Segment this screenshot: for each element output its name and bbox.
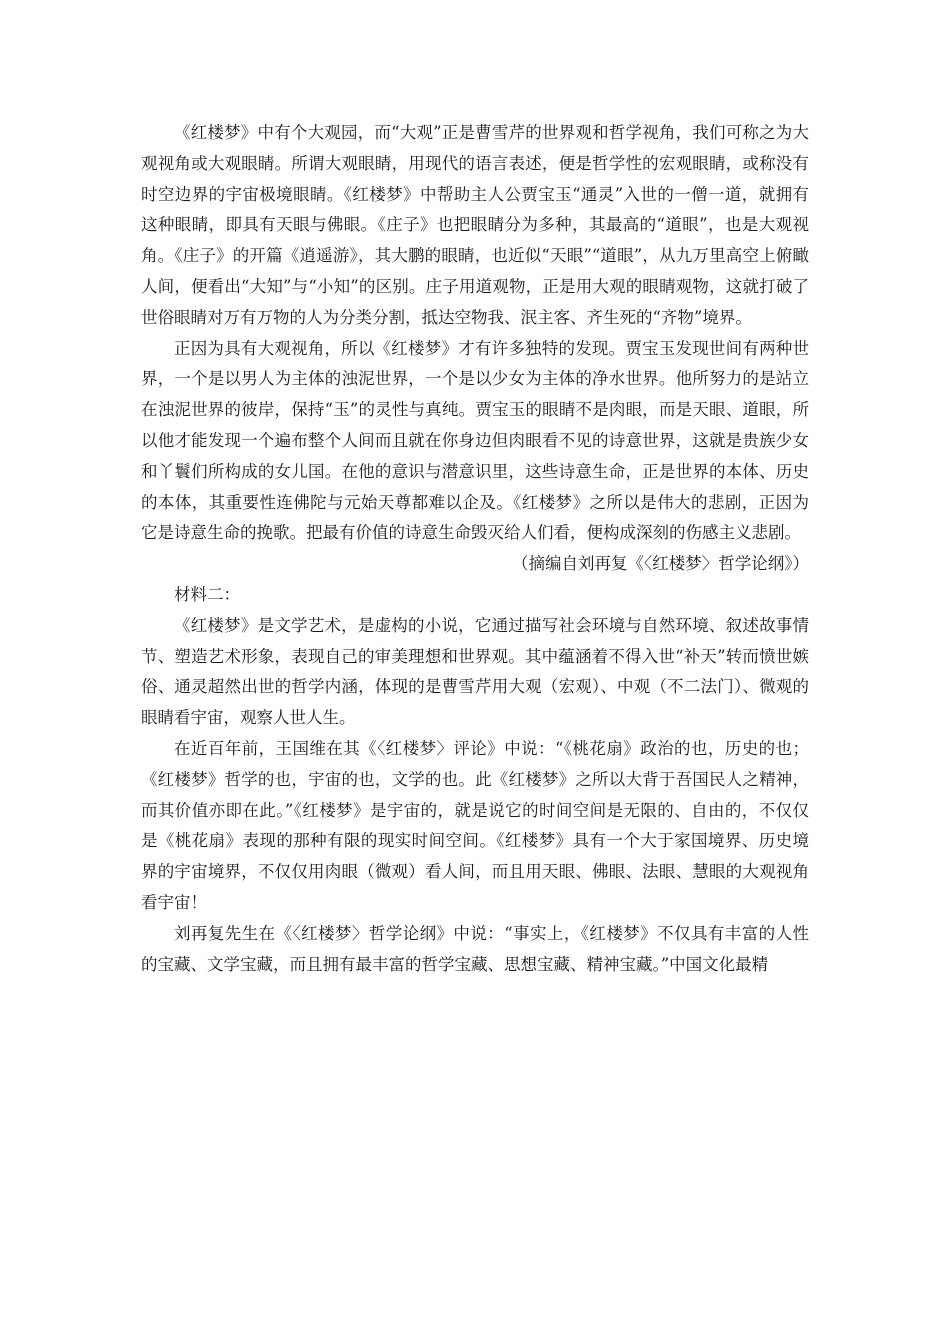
paragraph-liu-zaifu: 刘再复先生在《〈红楼梦〉哲学论纲》中说：“事实上，《红楼梦》不仅具有丰富的人性的宝藏、文学宝藏，而且拥有最丰富的哲学宝藏、思想宝藏、精神宝藏。”中国文化最精 [141, 923, 809, 974]
section-heading-material-two: 材料二： [174, 584, 240, 604]
paragraph-unique-discoveries: 正因为具有大观视角，所以《红楼梦》才有许多独特的发现。贾宝玉发现世间有两种世界，一个是以男人为主体的浊泥世界，一个是以少女为主体的净水世界。他所努力的是站立在浊泥世界的彼岸，保持“玉”的灵性与真纯。贾宝玉的眼睛不是肉眼，而是天眼、道眼，所以他才能发现一个遍布整个人间而且就在你身边但肉眼看不见的诗意世界，这就是贵族少女和丫鬟们所构成的女儿国。在他的意识与潜意识里，这些诗意生命，正是世界的本体、历史的本体，其重要性连佛陀与元始天尊都难以企及。《红楼梦》之所以是伟大的悲剧，正因为它是诗意生命的挽歌。把最有价值的诗意生命毁灭给人们看，便构成深刻的伤感主义悲剧。 [141, 338, 809, 543]
paragraph-daguan-perspective: 《红楼梦》中有个大观园，而“大观”正是曹雪芹的世界观和哲学视角，我们可称之为大观视角或大观眼睛。所谓大观眼睛，用现代的语言表述，便是哲学性的宏观眼睛，或称没有时空边界的宇宙极境眼睛。《红楼梦》中帮助主人公贾宝玉“通灵”入世的一僧一道，就拥有这种眼睛，即具有天眼与佛眼。《庄子》也把眼睛分为多种，其最高的“道眼”，也是大观视角。《庄子》的开篇《逍遥游》，其大鹏的眼睛，也近似“天眼”“道眼”，从九万里高空上俯瞰人间，便看出“大知”与“小知”的区别。庄子用道观物，正是用大观的眼睛观物，这就打破了世俗眼睛对万有万物的人为分类分割，抵达空物我、泯主客、齐生死的“齐物”境界。 [141, 123, 809, 327]
document-body [141, 118, 809, 980]
source-citation: （摘编自刘再复《〈红楼梦〉哲学论纲》） [512, 554, 809, 574]
paragraph-literary-art: 《红楼梦》是文学艺术，是虚构的小说，它通过描写社会环境与自然环境、叙述故事情节、塑造艺术形象，表现自己的审美理想和世界观。其中蕴涵着不得入世“补天”转而愤世嫉俗、通灵超然出世的哲学内涵，体现的是曹雪芹用大观（宏观）、中观（不二法门）、微观的眼睛看宇宙，观察人世人生。 [141, 615, 809, 728]
paragraph-wang-guowei: 在近百年前，王国维在其《〈红楼梦〉评论》中说：“《桃花扇》政治的也，历史的也；《红楼梦》哲学的也，宇宙的也，文学的也。此《红楼梦》之所以大背于吾国民人之精神，而其价值亦即在此。”《红楼梦》是宇宙的，就是说它的时间空间是无限的、自由的，不仅仅是《桃花扇》表现的那种有限的现实时间空间。《红楼梦》具有一个大于家国境界、历史境界的宇宙境界，不仅仅用肉眼（微观）看人间，而且用天眼、佛眼、法眼、慧眼的大观视角看宇宙！ [141, 738, 809, 912]
